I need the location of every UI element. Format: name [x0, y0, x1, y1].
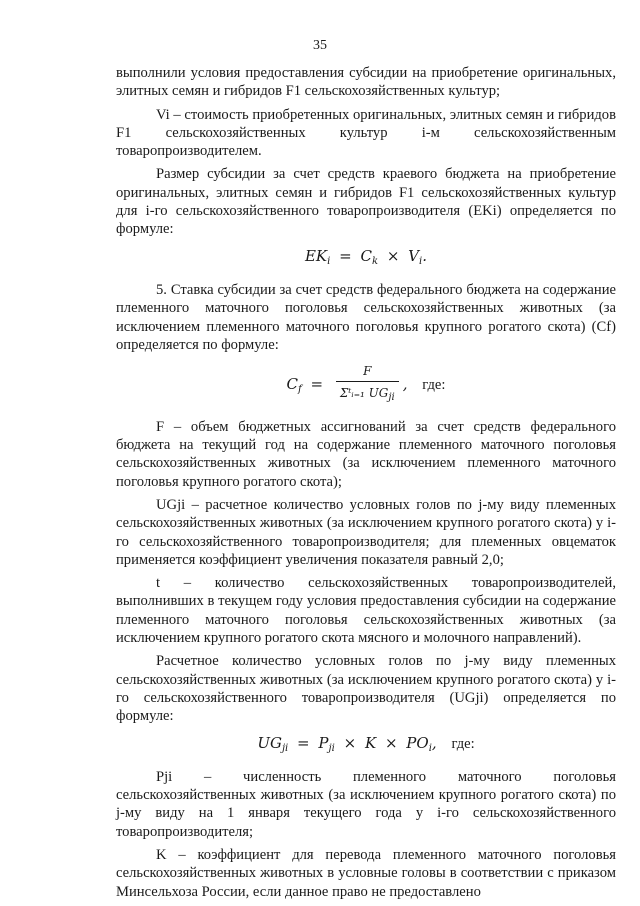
paragraph: 5. Ставка субсидии за счет средств федерального бюджета на содержание племенного маточного поголовья сельскохозяйственных животных (за исключением племенного маточного поголовья крупного рогатого скота) (Cf) определяется по формуле: — [116, 281, 616, 353]
formula-symbol: V — [408, 246, 420, 265]
formula-comma: , — [431, 733, 437, 752]
formula-subscript: ji — [281, 742, 289, 754]
formula-subscript: i — [327, 255, 331, 267]
page-number: 35 — [313, 38, 327, 53]
fraction-denominator — [336, 382, 399, 407]
times-sign: × — [384, 733, 398, 752]
times-sign: × — [386, 246, 400, 265]
formula-where: где: — [451, 735, 475, 752]
formula-ek — [116, 247, 616, 271]
formula-cf — [116, 362, 616, 408]
formula-symbol: P — [318, 733, 329, 752]
equals-sign: = — [297, 733, 310, 752]
times-sign: × — [343, 733, 357, 752]
formula-subscript: i — [419, 255, 423, 267]
formula-period: . — [422, 246, 427, 265]
formula-subscript: ji — [328, 742, 335, 754]
paragraph: Размер субсидии за счет средств краевого бюджета на приобретение оригинальных, элитных семян и гибридов F1 сельскохозяйственных культур для i-го сельскохозяйственного товаропроизводителя (EKi) определяется по формуле: — [116, 166, 616, 238]
paragraph: UGji – расчетное количество условных голов по j-му виду племенных сельскохозяйственных животных (за исключением крупного рогатого скота) у i-го сельскохозяйственного товаропроизводителя; для племенных овцематок применяется коэффициент увеличения показателя равный 2,0; — [116, 496, 616, 568]
formula-comma: , — [402, 374, 408, 393]
formula-where: где: — [422, 376, 446, 393]
formula-subscript: f — [298, 383, 302, 395]
equals-sign: = — [339, 246, 352, 265]
formula-subscript: ji — [388, 392, 395, 404]
paragraph: F – объем бюджетных ассигнований за счет средств федерального бюджета на текущий год на содержание племенного маточного поголовья сельскохозяйственных животных (за исключением племенного маточного поголовья крупного рогатого скота); — [116, 418, 616, 490]
sum-expression: Σᵗᵢ₌₁ UG — [339, 386, 389, 401]
formula-ug — [116, 734, 616, 758]
paragraph: Расчетное количество условных голов по j-му виду племенных сельскохозяйственных животных (за исключением крупного рогатого скота) у i-го сельскохозяйственного товаропроизводителя (UGji) определяется по формуле: — [116, 653, 616, 725]
formula-subscript: i — [428, 742, 432, 754]
equals-sign: = — [310, 374, 324, 393]
paragraph: Pji – численность племенного маточного поголовья сельскохозяйственных животных (за исключением крупного рогатого скота) по j-му виду на 1 января текущего года у i-го сельскохозяйственного товаропроизводителя; — [116, 768, 616, 840]
formula-symbol: C — [286, 374, 299, 393]
fraction-numerator: F — [336, 362, 399, 382]
formula-symbol: UG — [257, 733, 282, 752]
paragraph: выполнили условия предоставления субсидии на приобретение оригинальных, элитных семян и гибридов F1 сельскохозяйственных культур; — [116, 65, 616, 100]
paragraph: K – коэффициент для перевода племенного маточного поголовья сельскохозяйственных животных в условные головы в соответствии с приказом Минсельхоза России, если данное право не предоставлено — [116, 846, 616, 900]
formula-symbol: K — [364, 733, 377, 752]
formula-symbol: EK — [304, 246, 328, 265]
formula-subscript: k — [371, 255, 379, 267]
fraction — [336, 362, 399, 408]
formula-symbol: PO — [406, 733, 429, 752]
formula-symbol: C — [360, 246, 372, 265]
paragraph: t – количество сельскохозяйственных товаропроизводителей, выполнивших в текущем году условия предоставления субсидии на содержание племенного маточного поголовья сельскохозяйственных животных (за исключением крупного рогатого скота мясного и молочного направлений). — [116, 575, 616, 647]
page-content — [116, 64, 616, 906]
paragraph: Vi – стоимость приобретенных оригинальных, элитных семян и гибридов F1 сельскохозяйственных культур i-м сельскохозяйственным товаропроизводителем. — [116, 106, 616, 160]
